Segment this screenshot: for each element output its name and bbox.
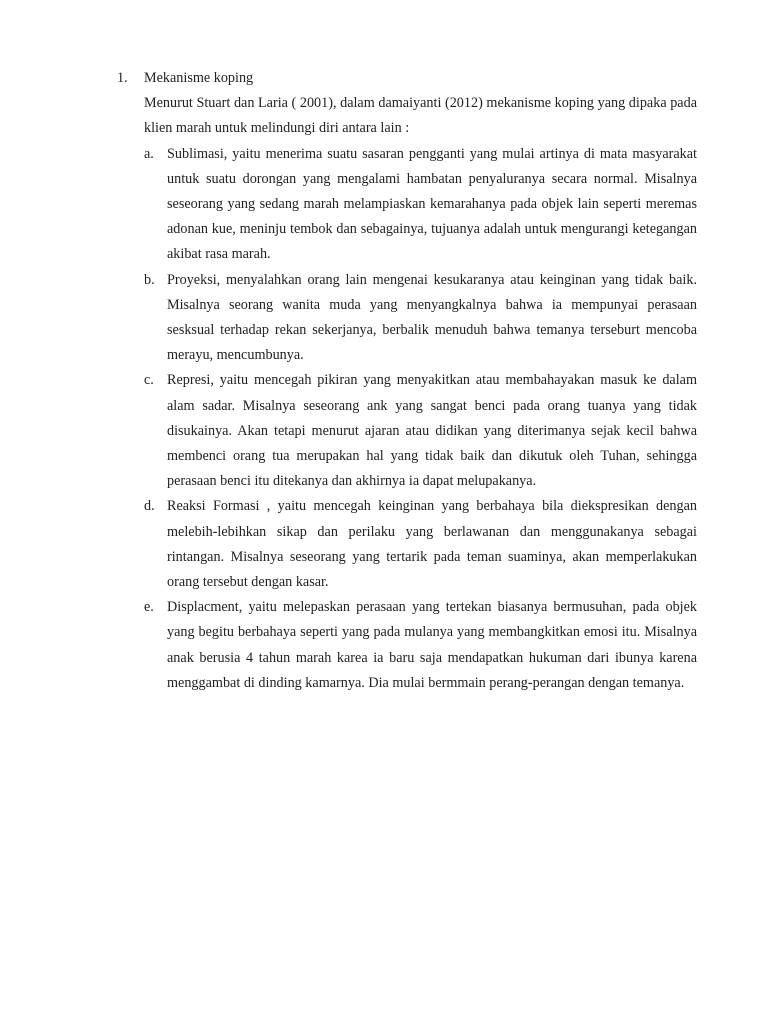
list-item-text: Reaksi Formasi , yaitu mencegah keinginan yang berbahaya bila diekspresikan dengan melebih-lebihkan sikap dan perilaku yang berlawanan dan menggunakanya sebagai rintangan. Misalnya seseorang yang tertarik pada teman suaminya, akan memperlakukan orang tersebut dengan kasar.: [167, 498, 697, 591]
list-item-letter: e.: [144, 599, 154, 616]
list-item-letter: c.: [144, 372, 154, 389]
list-item-text: Displacment, yaitu melepaskan perasaan yang tertekan biasanya bermusuhan, pada objek yang begitu berbahaya seperti yang pada mulanya yang membangkitkan emosi itu. Misalnya anak berusia 4 tahun marah karea ia baru saja mendapatkan hukuman dari ibunya karena menggambat di dinding kamarnya. Dia mulai bermmain perang-perangan dengan temanya.: [167, 599, 697, 691]
list-item-letter: a.: [144, 145, 154, 162]
list-item: [117, 595, 697, 696]
list-item-text: Sublimasi, yaitu menerima suatu sasaran pengganti yang mulai artinya di mata masyarakat untuk suatu dorongan yang mengalami hambatan penyaluranya secara normal. Misalnya seseorang yang sedang marah melampiaskan kemarahanya pada objek lain seperti meremas adonan kue, meninju tembok dan sebagainya, tujuanya adalah untuk mengurangi ketegangan akibat rasa marah.: [167, 145, 697, 263]
list-item: [117, 368, 697, 494]
list-item: [117, 142, 697, 268]
coping-mechanism-list: [117, 142, 697, 696]
section-heading: [117, 66, 697, 91]
intro-paragraph: Menurut Stuart dan Laria ( 2001), dalam damaiyanti (2012) mekanisme koping yang dipaka pada klien marah untuk melindungi diri antara lain :: [144, 95, 697, 137]
section-number: 1.: [117, 70, 128, 86]
list-item-letter: b.: [144, 271, 155, 288]
list-item-letter: d.: [144, 498, 155, 515]
list-item: [117, 268, 697, 369]
section-title: Mekanisme koping: [144, 70, 254, 86]
section-mekanisme-koping: [117, 66, 697, 696]
list-item-text: Represi, yaitu mencegah pikiran yang menyakitkan atau membahayakan masuk ke dalam alam sadar. Misalnya seseorang ank yang sangat benci pada orang tuanya yang tidak disukainya. Akan tetapi menurut ajaran atau didikan yang diterimanya sejak kecil bahwa membenci orang tua merupakan hal yang tidak baik dan dikutuk oleh Tuhan, sehingga perasaan benci itu ditekanya dan akhirnya ia dapat melupakanya.: [167, 372, 697, 490]
list-item-text: Proyeksi, menyalahkan orang lain mengenai kesukaranya atau keinginan yang tidak baik. Misalnya seorang wanita muda yang menyangkalnya bahwa ia mempunyai perasaan sesksual terhadap rekan sekerjanya, berbalik menuduh bahwa temanya terseburt mencoba merayu, mencumbunya.: [167, 271, 697, 364]
list-item: [117, 494, 697, 595]
